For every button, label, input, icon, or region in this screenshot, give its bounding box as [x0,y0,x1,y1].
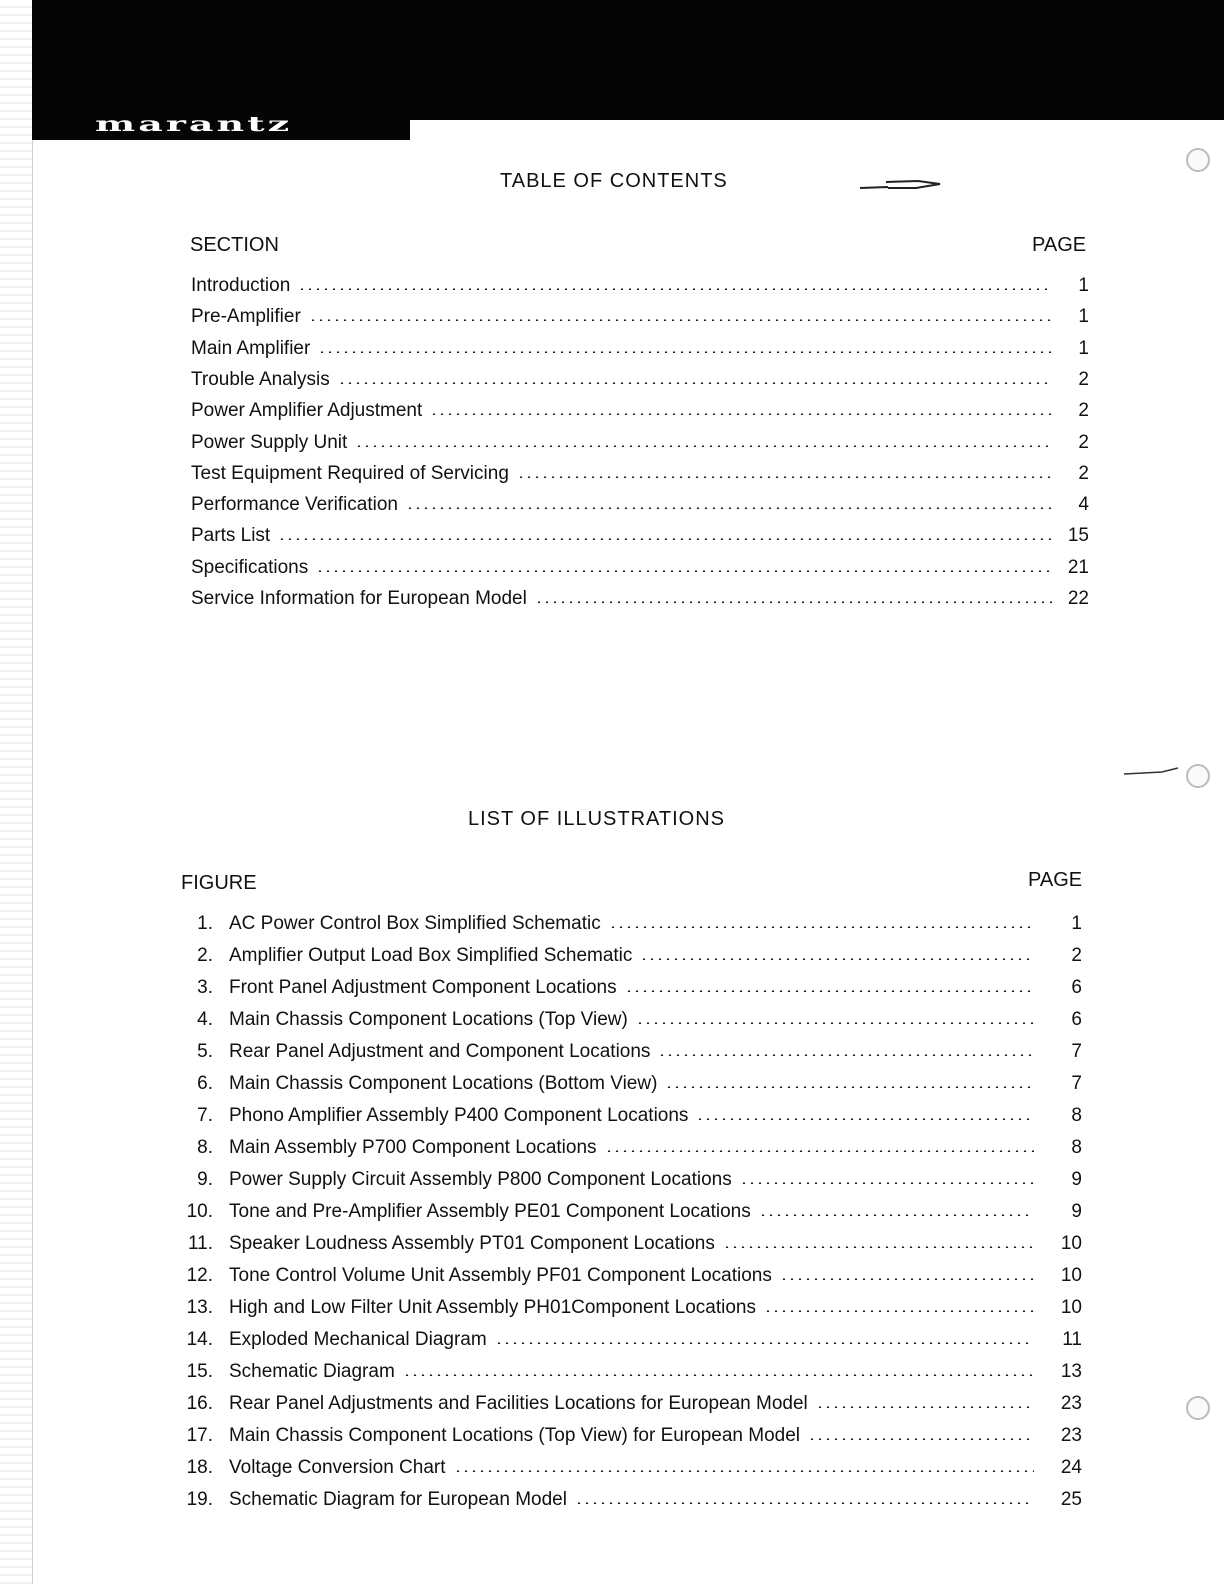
figure-label: Tone and Pre-Amplifier Assembly PE01 Component Locations [229,1201,751,1222]
figure-number: 8. [197,1137,213,1158]
dot-leader [495,1342,1034,1344]
figure-label: Schematic Diagram [229,1361,395,1382]
dot-leader [278,538,1053,540]
figure-label: Main Chassis Component Locations (Top View) for European Model [229,1425,801,1446]
dot-leader [454,1470,1034,1472]
toc-entry-page: 2 [1078,400,1089,422]
illustration-entry [180,1262,1082,1290]
toc-entry-label: Test Equipment Required of Servicing [191,462,509,484]
toc-entry-page: 15 [1067,525,1089,547]
punch-hole-icon [1186,148,1210,172]
figure-label: High and Low Filter Unit Assembly PH01Component Locations [229,1297,756,1318]
dot-leader [316,570,1053,572]
toc-entry-page: 4 [1078,494,1089,516]
illustration-entry [180,1038,1082,1066]
dot-leader [318,351,1053,353]
toc-entry-label: Power Amplifier Adjustment [191,400,423,422]
figure-page: 13 [1060,1361,1082,1382]
dot-leader [740,1182,1034,1184]
toc-entry [191,554,1089,582]
figure-label: Front Panel Adjustment Component Locations [229,977,617,998]
figure-number: 14. [186,1329,213,1350]
illustration-entry [180,910,1082,938]
figure-page: 8 [1071,1105,1082,1126]
illustration-entry [180,1198,1082,1226]
illustrations-page-heading: PAGE [1028,869,1083,891]
figure-page: 23 [1060,1425,1082,1446]
figure-label: Rear Panel Adjustment and Component Locations [229,1041,651,1062]
figure-number: 16. [186,1393,213,1414]
dot-leader [298,288,1053,290]
pen-arrow-icon [858,176,942,192]
figure-number: 17. [186,1425,213,1446]
dot-leader [780,1278,1034,1280]
figure-page: 9 [1071,1201,1082,1222]
figure-page: 1 [1071,913,1082,934]
dot-leader [764,1310,1034,1312]
figure-page: 10 [1060,1297,1082,1318]
figure-label: AC Power Control Box Simplified Schematic [229,913,601,934]
toc-entry [191,491,1089,519]
dot-leader [403,1374,1034,1376]
toc-entry [191,429,1089,457]
toc-title: TABLE OF CONTENTS [500,170,728,192]
toc-entry-page: 22 [1067,588,1089,609]
toc-entry-page: 2 [1078,462,1089,484]
toc-entry-label: Parts List [191,525,271,547]
figure-number: 6. [197,1073,213,1094]
figure-page: 10 [1060,1233,1082,1254]
toc-page-heading: PAGE [1032,234,1087,256]
figure-number: 1. [197,913,213,934]
illustration-entry [180,1166,1082,1194]
dot-leader [658,1054,1034,1056]
figure-number: 12. [186,1265,213,1286]
dot-leader [605,1150,1034,1152]
figure-page: 10 [1060,1265,1082,1286]
illustration-entry [180,1102,1082,1130]
brand-logo: marantz [95,111,293,137]
figure-page: 25 [1060,1489,1082,1510]
figure-number: 13. [186,1297,213,1318]
figure-page: 9 [1071,1169,1082,1190]
illustration-entry [180,1070,1082,1098]
figure-label: Tone Control Volume Unit Assembly PF01 Component Locations [229,1265,772,1286]
toc-entry-label: Specifications [191,556,309,578]
toc-entry-label: Introduction [191,275,291,296]
figure-label: Main Assembly P700 Component Locations [229,1137,597,1158]
figure-label: Exploded Mechanical Diagram [229,1329,487,1350]
figure-label: Schematic Diagram for European Model [229,1489,567,1510]
figure-label: Voltage Conversion Chart [229,1457,446,1478]
toc-entry [191,335,1089,363]
toc-entry-label: Power Supply Unit [191,431,348,453]
toc-entry-page: 2 [1078,368,1089,390]
dot-leader [723,1246,1034,1248]
figure-number: 15. [186,1361,213,1382]
toc-entry [191,366,1089,394]
figure-label: Main Chassis Component Locations (Top View) [229,1009,628,1030]
figure-number: 19. [186,1489,213,1510]
figure-label: Amplifier Output Load Box Simplified Schematic [229,945,633,966]
dot-leader [535,601,1053,603]
illustrations-figure-heading: FIGURE [181,872,257,894]
punch-hole-icon [1186,1396,1210,1420]
dot-leader [517,476,1053,478]
pen-arrow-icon [1122,764,1182,778]
illustration-entry [180,974,1082,1002]
page-binding-edge [0,0,33,1584]
figure-number: 4. [197,1009,213,1030]
figure-page: 6 [1071,1009,1082,1030]
figure-label: Phono Amplifier Assembly P400 Component Locations [229,1105,689,1126]
dot-leader [609,926,1034,928]
figure-page: 2 [1071,945,1082,966]
dot-leader [430,413,1053,415]
figure-page: 6 [1071,977,1082,998]
header-bar [32,0,1224,120]
illustration-entry [180,1230,1082,1258]
toc-entry [191,460,1089,488]
figure-page: 11 [1062,1329,1082,1350]
illustration-entry [180,1326,1082,1354]
figure-page: 23 [1060,1393,1082,1414]
dot-leader [406,507,1053,509]
illustration-entry [180,1358,1082,1386]
illustration-entry [180,1422,1082,1450]
figure-label: Power Supply Circuit Assembly P800 Component Locations [229,1169,732,1190]
figure-number: 5. [197,1041,213,1062]
toc-entry-label: Pre-Amplifier [191,306,301,328]
toc-entry-label: Performance Verification [191,494,398,516]
dot-leader [309,319,1053,321]
dot-leader [640,958,1034,960]
punch-hole-icon [1186,764,1210,788]
illustration-entry [180,1454,1082,1482]
dot-leader [575,1502,1034,1504]
toc-entry-label: Trouble Analysis [191,368,330,390]
dot-leader [759,1214,1034,1216]
dot-leader [665,1086,1034,1088]
dot-leader [355,445,1053,447]
figure-label: Speaker Loudness Assembly PT01 Component Locations [229,1233,715,1254]
dot-leader [625,990,1034,992]
toc-entry [191,585,1089,613]
figure-page: 7 [1071,1073,1082,1094]
toc-entry [191,272,1089,300]
dot-leader [808,1438,1034,1440]
illustration-entry [180,1294,1082,1322]
figure-number: 2. [197,945,213,966]
dot-leader [696,1118,1034,1120]
illustration-entry [180,1006,1082,1034]
toc-entry-page: 21 [1067,556,1089,578]
illustration-entry [180,1486,1082,1514]
dot-leader [636,1022,1034,1024]
toc-entry-label: Service Information for European Model [191,588,527,609]
toc-entry [191,397,1089,425]
toc-entry-label: Main Amplifier [191,337,311,359]
figure-number: 18. [186,1457,213,1478]
figure-number: 10. [186,1201,213,1222]
toc-entry [191,522,1089,550]
figure-label: Main Chassis Component Locations (Bottom View) [229,1073,658,1094]
figure-number: 9. [197,1169,213,1190]
dot-leader [338,382,1053,384]
illustrations-title: LIST OF ILLUSTRATIONS [468,808,725,830]
figure-page: 8 [1071,1137,1082,1158]
figure-page: 24 [1060,1457,1082,1478]
dot-leader [816,1406,1034,1408]
toc-entry-page: 1 [1078,275,1089,296]
toc-entry [191,303,1089,331]
toc-entry-page: 2 [1078,431,1089,453]
toc-entry-page: 1 [1078,306,1089,328]
figure-number: 3. [197,977,213,998]
figure-number: 7. [197,1105,213,1126]
toc-section-heading: SECTION [190,234,279,256]
figure-page: 7 [1071,1041,1082,1062]
illustration-entry [180,942,1082,970]
illustration-entry [180,1134,1082,1162]
illustration-entry [180,1390,1082,1418]
figure-number: 11. [187,1233,213,1254]
figure-label: Rear Panel Adjustments and Facilities Locations for European Model [229,1393,808,1414]
toc-entry-page: 1 [1078,337,1089,359]
